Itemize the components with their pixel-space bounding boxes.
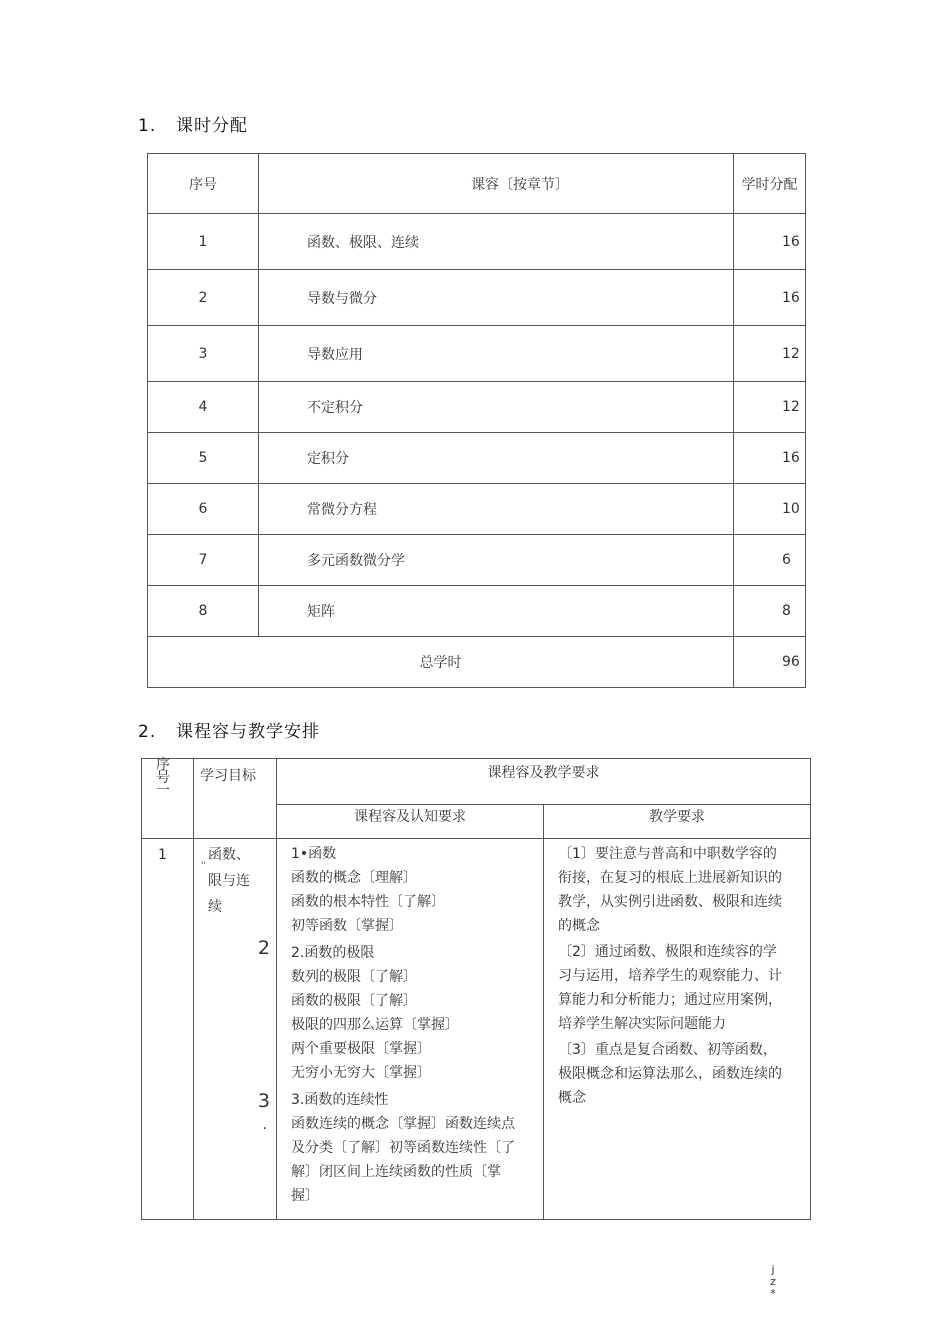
row-seq: 8 [148,586,259,637]
header-content: 课容〔按章节〕 [259,154,734,214]
table-row [148,586,806,637]
section2-title: 课程容与教学安排 [176,722,320,742]
table-row [148,484,806,535]
row-hours: 10 [734,484,806,535]
total-row [148,637,806,688]
row-requirements [544,839,811,1220]
row-seq: 7 [148,535,259,586]
row-seq: 4 [148,382,259,433]
row-content: 定积分 [259,433,734,484]
goal-tick-mark: '' [201,861,206,871]
marker-2: 2 [257,937,270,959]
row-content: 不定积分 [259,382,734,433]
row-content: 导数应用 [259,326,734,382]
requirement-line: 〔2〕通过函数、极限和连续容的学 [558,944,777,960]
requirement-line: 〔1〕要注意与普高和中职数学容的 [558,846,777,862]
header-content-requirements: 课程容及教学要求 [277,759,811,805]
content-line: 无穷小无穷大〔掌握〕 [291,1065,431,1081]
content-line: 握〕 [291,1188,319,1204]
schedule-row [142,839,811,1220]
content-line: 函数的极限〔了解〕 [291,993,417,1009]
row-hours: 6 [734,535,806,586]
requirement-line: 算能力和分析能力；通过应用案例， [558,992,782,1008]
row-seq: 1 [142,839,194,1220]
content-line: 及分类〔了解〕初等函数连续性〔了 [291,1140,515,1156]
row-content: 导数与微分 [259,270,734,326]
requirement-line: 极限概念和运算法那么，函数连续的 [558,1066,782,1082]
row-hours: 16 [734,433,806,484]
requirement-line: 〔3〕重点是复合函数、初等函数， [558,1042,777,1058]
section1-title: 课时分配 [176,116,248,136]
section1-heading [138,111,248,136]
row-content: 多元函数微分学 [259,535,734,586]
footer-mark [767,1264,779,1300]
row-hours: 16 [734,270,806,326]
requirement-paragraph [558,940,800,1036]
header-goal: 学习目标 [194,759,277,839]
content-line: 3.函数的连续性 [291,1092,389,1108]
table-row [148,433,806,484]
footer-char: z [770,1275,776,1288]
content-line: 初等函数〔掌握〕 [291,918,403,934]
hours-table-header [148,154,806,214]
schedule-header-row [142,759,811,805]
section2-number: 2. [138,722,157,742]
section1-number: 1. [138,116,157,136]
schedule-table [141,758,811,1220]
content-line: 2.函数的极限 [291,945,375,961]
header-seq-char: 一 [156,783,170,799]
row-content [277,839,544,1220]
footer-char: * [770,1287,776,1300]
goal-line: 限与连 [208,873,250,889]
header-seq-char: 序 [156,757,170,773]
requirement-line: 衔接，在复习的根底上进展新知识的 [558,870,782,886]
table-row [148,535,806,586]
hours-table [147,153,806,688]
requirement-line: 概念 [558,1090,586,1106]
row-seq: 2 [148,270,259,326]
content-line: 两个重要极限〔掌握〕 [291,1041,431,1057]
content-line: 函数的根本特性〔了解〕 [291,894,445,910]
table-row [148,214,806,270]
subheader-content: 课程容及认知要求 [277,805,544,839]
content-line: 函数的概念〔理解〕 [291,870,417,886]
goal-line: 续 [208,899,222,915]
section2-heading [138,717,320,742]
total-hours: 96 [734,637,806,688]
marker-3: 3 [257,1090,270,1112]
header-seq-char: 号 [156,770,170,786]
footer-char: j [771,1263,775,1276]
header-hours: 学时分配 [734,154,806,214]
row-hours: 12 [734,382,806,433]
table-row [148,270,806,326]
header-seq-vertical [142,759,194,839]
row-hours: 16 [734,214,806,270]
table-row [148,382,806,433]
requirement-paragraph [558,842,800,938]
header-seq: 序号 [148,154,259,214]
row-content: 函数、极限、连续 [259,214,734,270]
row-seq: 1 [148,214,259,270]
content-line: 1•函数 [291,846,337,862]
goal-line: 函数、 [208,847,250,863]
content-line: 数列的极限〔了解〕 [291,969,417,985]
row-goal [194,839,277,1220]
row-hours: 12 [734,326,806,382]
content-line: 函数连续的概念〔掌握〕函数连续点 [291,1116,515,1132]
row-content: 矩阵 [259,586,734,637]
requirement-paragraph [558,1038,800,1110]
row-hours: 8 [734,586,806,637]
row-seq: 3 [148,326,259,382]
row-seq: 5 [148,433,259,484]
requirement-line: 习与运用，培养学生的观察能力、计 [558,968,782,984]
content-line: 极限的四那么运算〔掌握〕 [291,1017,459,1033]
subheader-requirements: 教学要求 [544,805,811,839]
row-seq: 6 [148,484,259,535]
requirement-line: 的概念 [558,918,600,934]
table-row [148,326,806,382]
marker-3-dot: . [262,1117,267,1133]
content-line: 解〕闭区间上连续函数的性质〔掌 [291,1164,501,1180]
requirement-line: 培养学生解决实际问题能力 [558,1016,726,1032]
row-content: 常微分方程 [259,484,734,535]
requirement-line: 教学，从实例引进函数、极限和连续 [558,894,782,910]
total-label: 总学时 [148,637,734,688]
